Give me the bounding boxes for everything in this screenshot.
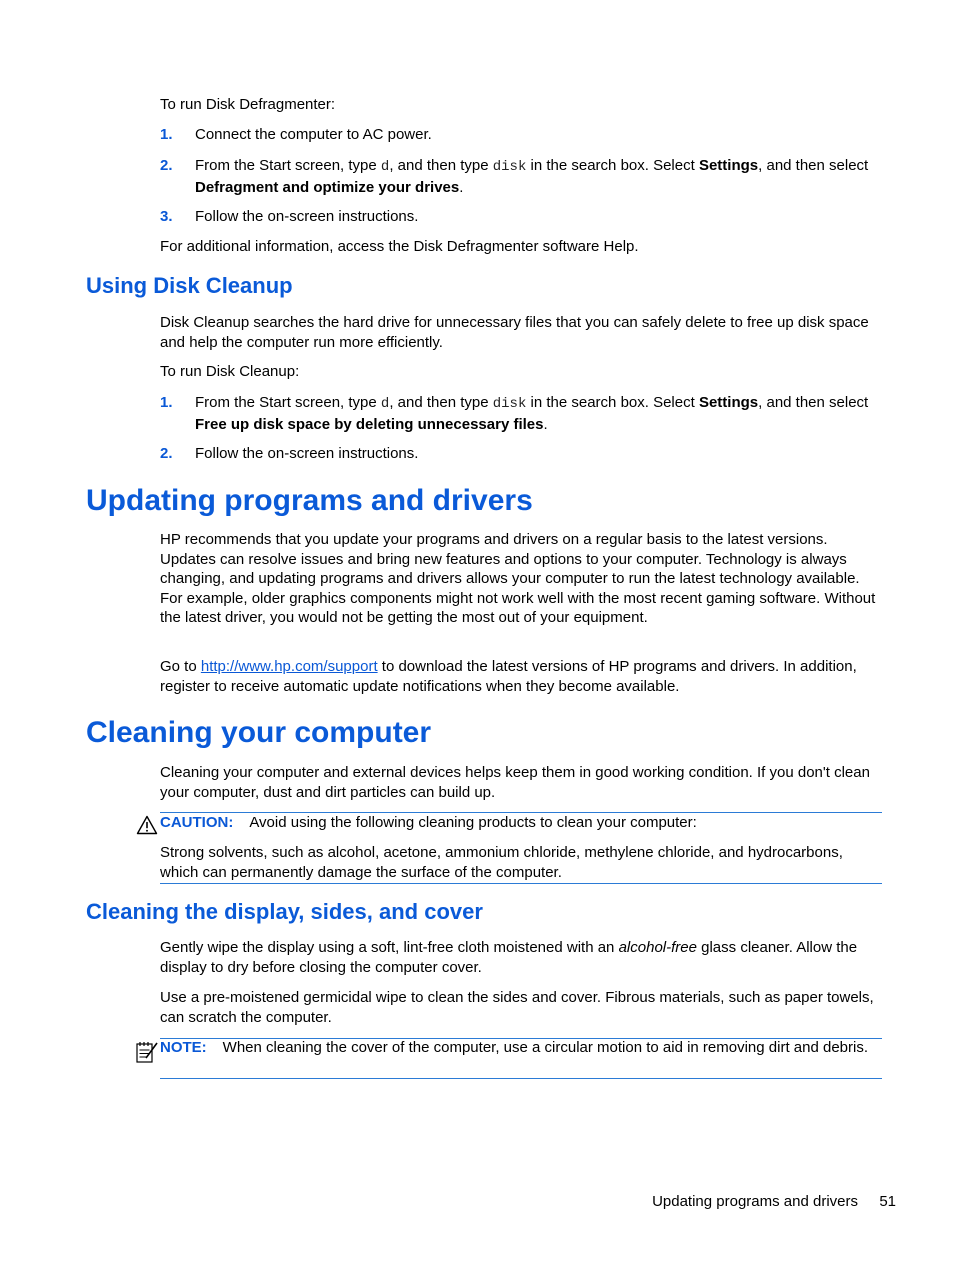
alcohol-free-emphasis: alcohol-free: [618, 939, 697, 956]
page-number: 51: [879, 1193, 896, 1210]
code-d: d: [380, 396, 390, 412]
note-bottom-rule: [160, 1078, 882, 1079]
updating-paragraph: HP recommends that you update your programs and drivers on a regular basis to the latest versions. Updates can resolve issues and bring new features and options to your computer. Technology is always changing, and updating programs and drivers allows your computer to run the latest technology available. For example, older graphics components might not work well with the most recent gaming software. Without the latest driver, you would not be getting the most out of your equipment.: [160, 531, 876, 626]
settings-label: Settings: [698, 157, 759, 174]
hp-support-link[interactable]: http://www.hp.com/support: [200, 658, 378, 675]
step-number: 2.: [160, 445, 173, 462]
caution-label: CAUTION:: [160, 814, 234, 831]
caution-detail: Strong solvents, such as alcohol, acetone, ammonium chloride, methylene chloride, and hydrocarbons, which can permanently damage the surface of the computer.: [160, 844, 843, 881]
heading-updating-programs: Updating programs and drivers: [86, 484, 533, 517]
step-number: 3.: [160, 208, 173, 225]
step-number: 1.: [160, 126, 173, 143]
caution-icon: [136, 815, 158, 835]
footer-section-title: Updating programs and drivers: [652, 1193, 858, 1210]
heading-cleaning-computer: Cleaning your computer: [86, 716, 432, 749]
caution-text: Avoid using the following cleaning products to clean your computer:: [249, 814, 697, 831]
note-line: [160, 1038, 882, 1058]
note-text: When cleaning the cover of the computer, use a circular motion to aid in removing dirt and debris.: [222, 1039, 869, 1056]
caution-line: [160, 813, 882, 833]
free-up-space-option: Free up disk space by deleting unnecessary files: [195, 415, 544, 433]
step-text: Follow the on-screen instructions.: [195, 445, 419, 462]
defrag-intro: To run Disk Defragmenter:: [160, 96, 336, 113]
step-text: From the Start screen, type d, and then type disk in the search box. Select Settings, and then select Free up disk space by deleting unnecessary files.: [195, 394, 869, 433]
disk-cleanup-intro: To run Disk Cleanup:: [160, 363, 300, 380]
disk-cleanup-description: Disk Cleanup searches the hard drive for unnecessary files that you can safely delete to free up disk space and help the computer run more efficiently.: [160, 314, 869, 351]
step-number: 2.: [160, 157, 173, 174]
step-text: From the Start screen, type d, and then type disk in the search box. Select Settings, and then select Defragment and optimize your drives.: [195, 157, 869, 196]
step-text: Connect the computer to AC power.: [195, 126, 432, 143]
cleaning-paragraph: Cleaning your computer and external devices helps keep them in good working condition. If you don't clean your computer, dust and dirt particles can build up.: [160, 764, 870, 801]
code-d: d: [380, 159, 390, 175]
sides-cover-paragraph: Use a pre-moistened germicidal wipe to clean the sides and cover. Fibrous materials, such as paper towels, can scratch the computer.: [160, 989, 874, 1026]
step-number: 1.: [160, 394, 173, 411]
code-disk: disk: [492, 396, 527, 412]
updating-link-paragraph: Go to http://www.hp.com/support to download the latest versions of HP programs and drivers. In addition, register to receive automatic update notifications when they become available.: [160, 658, 857, 695]
display-cleaning-paragraph: Gently wipe the display using a soft, lint-free cloth moistened with an alcohol-free glass cleaner. Allow the display to dry before closing the computer cover.: [160, 939, 858, 976]
caution-bottom-rule: [160, 883, 882, 884]
code-disk: disk: [492, 159, 527, 175]
note-label: NOTE:: [160, 1039, 207, 1056]
heading-disk-cleanup: Using Disk Cleanup: [86, 273, 293, 298]
heading-cleaning-display: Cleaning the display, sides, and cover: [86, 899, 483, 924]
step-text: Follow the on-screen instructions.: [195, 208, 419, 225]
defrag-additional-info: For additional information, access the Disk Defragmenter software Help.: [160, 238, 639, 255]
settings-label: Settings: [698, 394, 759, 411]
note-icon: [135, 1040, 159, 1064]
defragment-option: Defragment and optimize your drives: [195, 178, 460, 196]
